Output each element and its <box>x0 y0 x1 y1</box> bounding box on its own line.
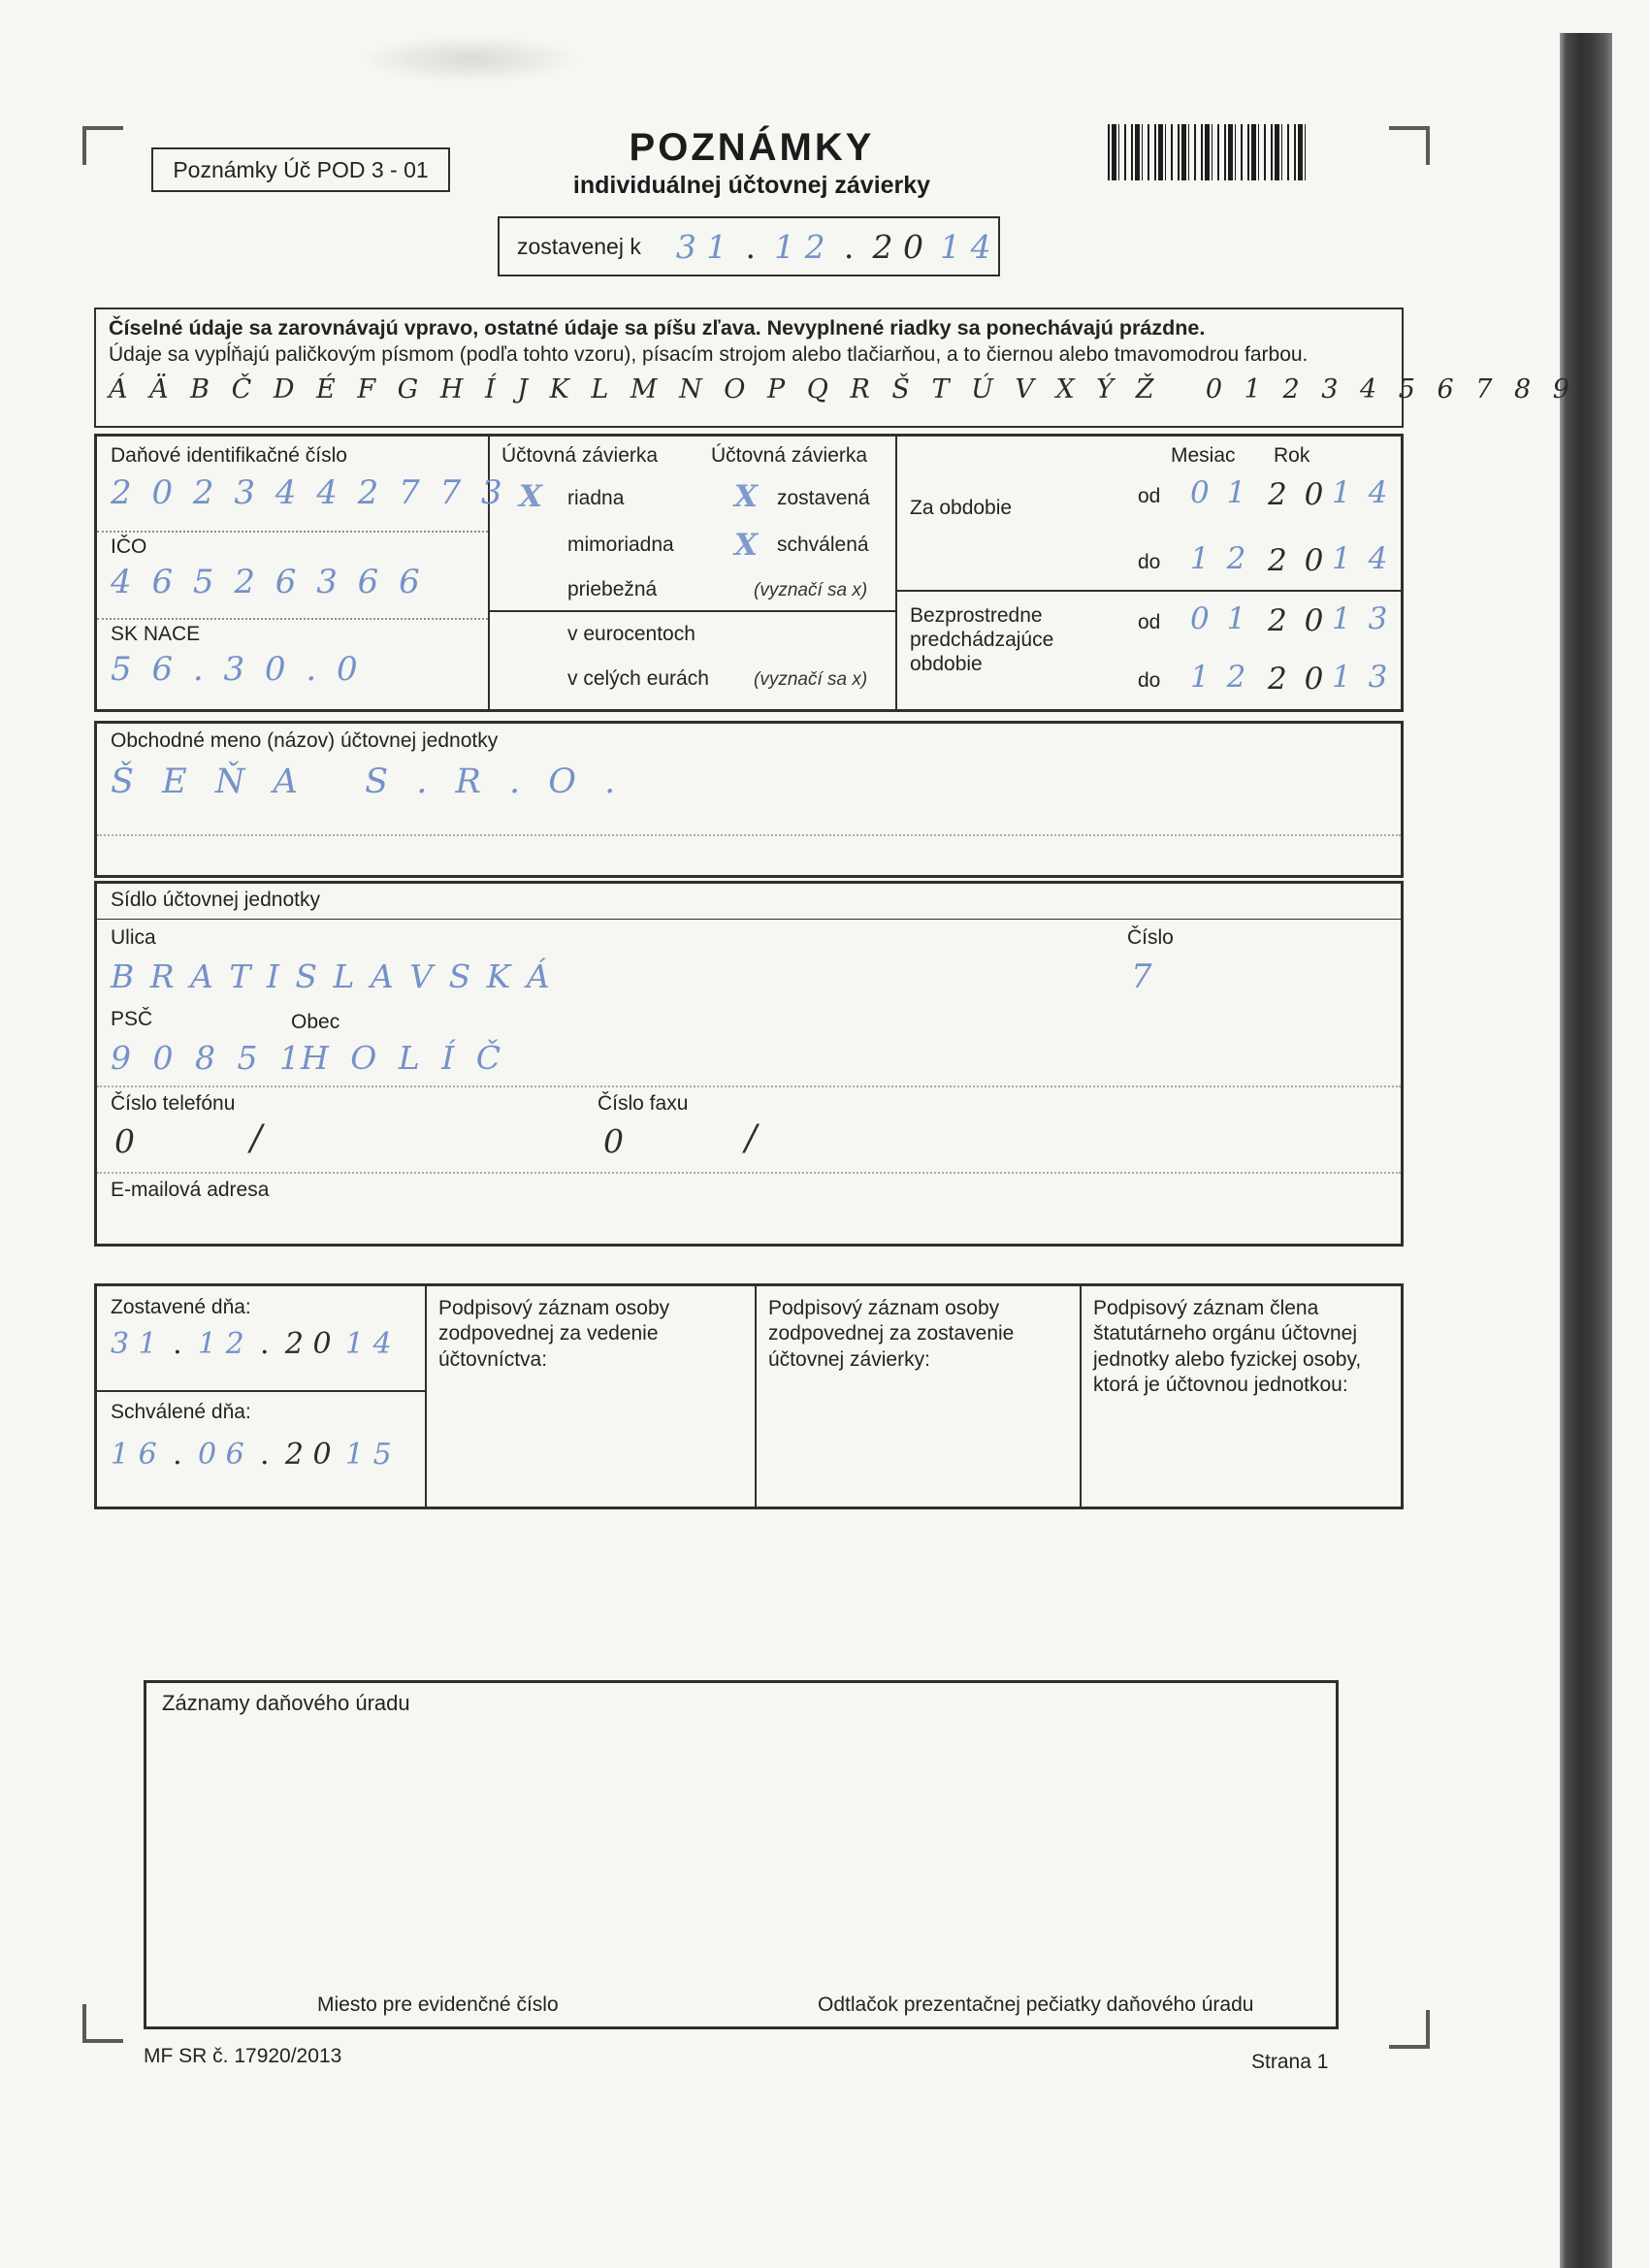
fax-label: Číslo faxu <box>598 1092 689 1115</box>
approved-on-day: 1 6 <box>111 1438 157 1472</box>
date-dot: . <box>173 1438 182 1472</box>
units-divider <box>490 610 895 612</box>
instruction-line-2: Údaje sa vypĺňajú paličkovým písmom (podľa tohto vzoru), písacím strojom alebo tlačiarňou, a to čiernou alebo tmavomodrou farbou. <box>109 343 1309 366</box>
page-subtitle: individuálnej účtovnej závierky <box>572 172 931 199</box>
eurocents-label: v eurocentoch <box>567 623 695 645</box>
business-name-value: Š E Ň A S . R . O . <box>111 762 625 801</box>
signature-statutory-label: Podpisový záznam člena štatutárneho orgánu účtovnej jednotky alebo fyzickej osoby, ktorá je účtovnou jednotkou: <box>1093 1297 1362 1396</box>
fax-value: 0 <box>603 1122 624 1160</box>
row-divider <box>97 834 1401 836</box>
corner-mark-bottom-right <box>1389 2010 1430 2049</box>
compiled-to-box <box>498 216 1000 276</box>
evidence-number-label: Miesto pre evidenčné číslo <box>317 1993 559 2016</box>
zavierka-left-title: Účtovná závierka <box>501 444 659 467</box>
ico-value: 4 6 5 2 6 3 6 6 <box>111 563 425 601</box>
phone-value: 0 <box>114 1122 135 1160</box>
dates-divider <box>97 1390 425 1392</box>
signature-preparation-label: Podpisový záznam osoby zodpovednej za zostavenie účtovnej závierky: <box>768 1297 1015 1371</box>
previous-period-label: Bezprostredne predchádzajúce obdobie <box>910 604 1054 676</box>
month-label: Mesiac <box>1171 444 1236 467</box>
do-label: do <box>1138 551 1161 573</box>
row-divider <box>97 1172 1401 1174</box>
city-label: Obec <box>291 1011 340 1033</box>
signature-box <box>94 1283 1404 1509</box>
compiled-on-label: Zostavené dňa: <box>111 1296 251 1318</box>
current-from-month: 0 1 <box>1190 475 1250 510</box>
compiled-on-year: 1 4 <box>344 1327 392 1361</box>
dic-label: Daňové identifikačné číslo <box>111 444 347 467</box>
email-label: E-mailová adresa <box>111 1179 270 1201</box>
stamp-label: Odtlačok prezentačnej pečiatky daňového úradu <box>818 1993 1254 2016</box>
specimen-letters: Á Ä B Č D É F G H Í J K L M N O P Q R Š T Ú V X Ý Ž <box>109 374 1161 405</box>
compiled-on-day: 3 1 <box>111 1327 157 1361</box>
approved-on-label: Schválené dňa: <box>111 1401 251 1423</box>
row-divider <box>97 618 488 620</box>
scan-artifact-band <box>1560 33 1612 2268</box>
current-from-century: 2 0 <box>1268 477 1328 512</box>
tax-office-box <box>144 1680 1339 2029</box>
business-name-label: Obchodné meno (názov) účtovnej jednotky <box>111 729 499 752</box>
identification-box <box>94 434 1404 712</box>
zostavena-label: zostavená <box>777 487 870 509</box>
number-label: Číslo <box>1127 926 1174 949</box>
zostavena-checkmark: X <box>734 479 759 514</box>
approved-on-month: 0 6 <box>197 1438 244 1472</box>
form-code: Poznámky Úč POD 3 - 01 <box>173 156 429 182</box>
dic-value: 2 0 2 3 4 4 2 7 7 3 <box>111 473 507 512</box>
form-code-box <box>151 147 450 192</box>
previous-to-century: 2 0 <box>1268 662 1328 697</box>
city-value: H O L Í Č <box>301 1039 506 1077</box>
compiled-on-century: 2 0 <box>284 1327 332 1361</box>
specimen-digits: 0 1 2 3 4 5 6 7 8 9 <box>1205 374 1576 405</box>
footer-page-number: Strana 1 <box>1251 2051 1329 2073</box>
previous-from-year: 1 3 <box>1332 601 1392 636</box>
tax-office-title: Záznamy daňového úradu <box>162 1691 410 1715</box>
street-value: B R A T I S L A V S K Á <box>111 957 553 995</box>
zip-value: 9 0 8 5 1 <box>111 1039 306 1077</box>
previous-to-month: 1 2 <box>1190 660 1250 695</box>
corner-mark-top-left <box>82 126 123 165</box>
instructions-box <box>94 308 1576 428</box>
zavierka-right-title: Účtovná závierka <box>711 444 868 467</box>
corner-mark-top-right <box>1389 126 1430 165</box>
date-dot: . <box>260 1327 270 1361</box>
riadna-label: riadna <box>567 487 625 509</box>
scan-smudge <box>359 35 582 83</box>
periods-divider <box>897 590 1403 592</box>
schvalena-checkmark: X <box>734 528 759 563</box>
street-label: Ulica <box>111 926 156 949</box>
approved-on-year: 1 5 <box>344 1438 392 1472</box>
signature-bookkeeping-label: Podpisový záznam osoby zodpovednej za vedenie účtovníctva: <box>438 1297 670 1371</box>
barcode-graphic <box>1108 124 1308 180</box>
phone-separator: / <box>250 1118 263 1158</box>
compiled-to-label: zostavenej k <box>517 233 641 259</box>
current-to-year: 1 4 <box>1332 541 1392 576</box>
sk-nace-value: 5 6 . 3 0 . 0 <box>111 650 363 689</box>
phone-label: Číslo telefónu <box>111 1092 236 1115</box>
seat-box <box>94 881 1404 1247</box>
od-label-prev: od <box>1138 611 1161 633</box>
sk-nace-label: SK NACE <box>111 623 201 645</box>
fax-separator: / <box>745 1118 758 1158</box>
previous-from-century: 2 0 <box>1268 603 1328 638</box>
compiled-month: 1 2 <box>774 227 825 266</box>
zip-label: PSČ <box>111 1008 153 1030</box>
mimoriadna-label: mimoriadna <box>567 534 674 556</box>
seat-label: Sídlo účtovnej jednotky <box>111 889 320 911</box>
date-dot: . <box>173 1327 182 1361</box>
current-to-month: 1 2 <box>1190 541 1250 576</box>
row-divider <box>97 1085 1401 1087</box>
year-label: Rok <box>1274 444 1310 467</box>
footer-form-number: MF SR č. 17920/2013 <box>144 2045 342 2067</box>
business-name-box <box>94 721 1404 878</box>
ico-label: IČO <box>111 535 147 558</box>
units-note: (vyznačí sa x) <box>754 669 868 690</box>
current-to-century: 2 0 <box>1268 543 1328 578</box>
mark-note: (vyznačí sa x) <box>754 580 868 600</box>
page-title: POZNÁMKY <box>629 126 875 169</box>
priebezna-label: priebežná <box>567 578 658 600</box>
do-label-prev: do <box>1138 669 1161 692</box>
schvalena-label: schválená <box>777 534 869 556</box>
compiled-on-month: 1 2 <box>197 1327 244 1361</box>
date-dot: . <box>260 1438 270 1472</box>
compiled-day: 3 1 <box>675 227 728 266</box>
previous-to-year: 1 3 <box>1332 660 1392 695</box>
riadna-checkmark: X <box>519 479 543 514</box>
euros-label: v celých eurách <box>567 667 709 690</box>
od-label: od <box>1138 485 1161 507</box>
date-dot: . <box>843 227 855 266</box>
date-dot: . <box>745 227 757 266</box>
current-period-label: Za obdobie <box>910 497 1013 519</box>
approved-on-century: 2 0 <box>284 1438 332 1472</box>
number-value: 7 <box>1131 957 1152 996</box>
corner-mark-bottom-left <box>82 2004 123 2043</box>
instruction-line-1: Číselné údaje sa zarovnávajú vpravo, ostatné údaje sa píšu zľava. Nevyplnené riadky sa ponechávajú prázdne. <box>109 316 1206 340</box>
compiled-century: 2 0 <box>872 227 923 266</box>
previous-from-month: 0 1 <box>1190 601 1250 636</box>
row-divider <box>97 531 488 533</box>
seat-header-divider <box>97 919 1401 920</box>
compiled-year: 1 4 <box>940 227 991 266</box>
current-from-year: 1 4 <box>1332 475 1392 510</box>
